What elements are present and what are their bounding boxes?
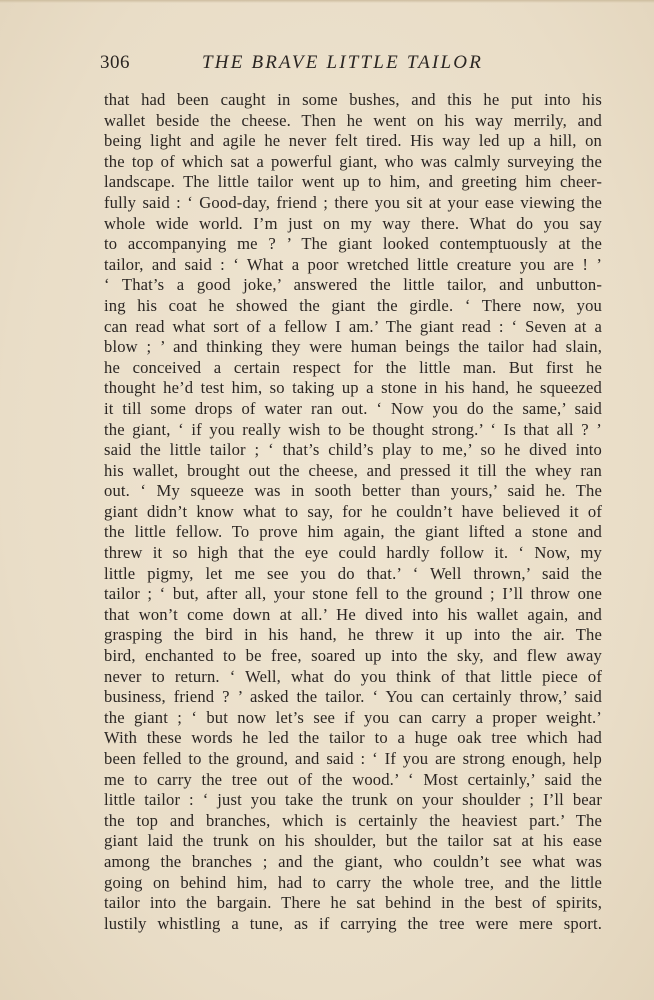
- text-line: among the branches ; and the giant, who couldn’t see what was: [104, 851, 602, 871]
- text-line: never to return. ‘ Well, what do you think of that little piece of: [104, 666, 602, 686]
- text-line: the giant ; ‘ but now let’s see if you can carry a proper weight.’: [104, 707, 602, 727]
- text-line: the giant, ‘ if you really wish to be thought strong.’ ‘ Is that all ? ’: [104, 419, 602, 439]
- text-line: little pigmy, let me see you do that.’ ‘ Well thrown,’ said the: [104, 563, 602, 583]
- text-line: grasping the bird in his hand, he threw it up into the air. The: [104, 625, 602, 645]
- page-number: 306: [100, 52, 130, 73]
- text-line: said the little tailor ; ‘ that’s child’s play to me,’ so he dived into: [104, 440, 602, 460]
- text-line: me to carry the tree out of the wood.’ ‘ Most certainly,’ said the: [104, 769, 602, 789]
- text-line: been felled to the ground, and said : ‘ If you are strong enough, help: [104, 749, 602, 768]
- text-line: wallet beside the cheese. Then he went on his way merrily, and: [104, 110, 602, 130]
- page-header: [100, 52, 600, 78]
- text-line: lustily whistling a tune, as if carrying the tree were mere sport.: [104, 913, 602, 933]
- text-line: fully said : ‘ Good-day, friend ; there you sit at your ease viewing the: [104, 192, 602, 212]
- text-line: tailor ; ‘ but, after all, your stone fell to the ground ; I’ll throw one: [104, 584, 602, 604]
- body-text: [104, 90, 602, 934]
- text-line: whole wide world. I’m just on my way there. What do you say: [104, 213, 602, 233]
- text-line: that won’t come down at all.’ He dived into his wallet again, and: [104, 604, 602, 624]
- text-line: business, friend ? ’ asked the tailor. ‘ You can certainly throw,’ said: [104, 687, 602, 707]
- text-line: giant laid the trunk on his shoulder, but the tailor sat at his ease: [104, 831, 602, 851]
- text-line: out. ‘ My squeeze was in sooth better than yours,’ said he. The: [104, 481, 602, 501]
- text-line: to accompanying me ? ’ The giant looked contemptuously at the: [104, 234, 602, 254]
- text-line: the top and branches, which is certainly the heaviest part.’ The: [104, 810, 602, 830]
- text-line: thought he’d test him, so taking up a stone in his hand, he squeezed: [104, 378, 602, 398]
- text-line: can read what sort of a fellow I am.’ The giant read : ‘ Seven at a: [104, 316, 602, 336]
- text-line: ‘ That’s a good joke,’ answered the little tailor, and unbutton-: [104, 275, 602, 295]
- text-line: his wallet, brought out the cheese, and pressed it till the whey ran: [104, 460, 602, 480]
- text-line: the little fellow. To prove him again, the giant lifted a stone and: [104, 522, 602, 542]
- text-line: giant didn’t know what to say, for he couldn’t have believed it of: [104, 501, 602, 521]
- text-line: going on behind him, had to carry the whole tree, and the little: [104, 872, 602, 892]
- text-line: bird, enchanted to be free, soared up into the sky, and flew away: [104, 646, 602, 666]
- text-line: that had been caught in some bushes, and this he put into his: [104, 90, 602, 109]
- text-line: threw it so high that the eye could hardly follow it. ‘ Now, my: [104, 543, 602, 563]
- text-line: being light and agile he never felt tired. His way led up a hill, on: [104, 131, 602, 151]
- page-top-edge: [0, 0, 654, 3]
- running-title: THE BRAVE LITTLE TAILOR: [202, 52, 484, 73]
- text-line: ing his coat he showed the giant the girdle. ‘ There now, you: [104, 295, 602, 315]
- text-line: landscape. The little tailor went up to him, and greeting him cheer-: [104, 172, 602, 192]
- text-line: it till some drops of water ran out. ‘ Now you do the same,’ said: [104, 398, 602, 418]
- text-line: With these words he led the tailor to a huge oak tree which had: [104, 728, 602, 748]
- text-line: the top of which sat a powerful giant, who was calmly surveying the: [104, 151, 602, 171]
- text-line: little tailor : ‘ just you take the trunk on your shoulder ; I’ll bear: [104, 790, 602, 810]
- text-line: tailor, and said : ‘ What a poor wretched little creature you are ! ’: [104, 254, 602, 274]
- text-line: blow ; ’ and thinking they were human beings the tailor had slain,: [104, 337, 602, 357]
- text-line: tailor into the bargain. There he sat behind in the best of spirits,: [104, 893, 602, 913]
- text-line: he conceived a certain respect for the little man. But first he: [104, 357, 602, 377]
